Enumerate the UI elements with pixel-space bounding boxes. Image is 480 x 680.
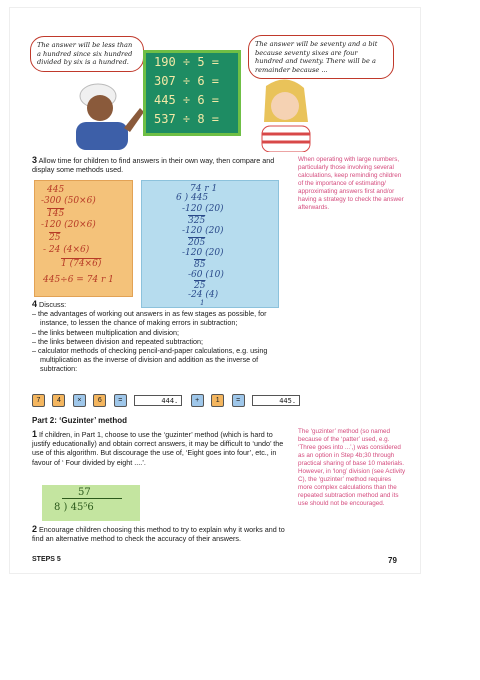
section-3-body: Allow time for children to find answers in their own way, then compare and display some methods used. — [32, 156, 275, 175]
card2-line: -120 (20) — [182, 226, 224, 236]
page — [10, 8, 420, 573]
card2-line: 6 ) 445 — [176, 193, 209, 203]
part-2-p1-number: 1 — [32, 429, 38, 439]
card2-line: 1 — [200, 299, 205, 307]
calc-key: 4 — [52, 394, 65, 407]
calc-key: + — [191, 394, 204, 407]
card2-line: -120 (20) — [182, 248, 224, 258]
boy-illustration — [62, 78, 147, 150]
discuss-item: – calculator methods of checking pencil-and-paper calculations, e.g. using multiplication as the inverse of division and addition as the inverse of subtraction: — [32, 346, 268, 374]
calculator-sequence — [32, 392, 304, 410]
part-2-para-2: 2 Encourage children choosing this method to try to explain why it works and to find an alternative method to check the accuracy of their answers. — [32, 524, 285, 544]
section-4-number: 4 — [32, 299, 38, 309]
calc-key: 1 — [211, 394, 224, 407]
section-3-text — [32, 156, 292, 174]
card1-line: -120 (20×6) — [41, 220, 96, 230]
guzinter-quotient: 57 — [78, 487, 91, 498]
chalkboard — [143, 50, 241, 136]
card1-line: 445 — [47, 185, 65, 195]
calc-display: 444. — [134, 395, 182, 406]
card2-line: -60 (10) — [188, 270, 224, 280]
board-line: 307 ÷ 6 = — [154, 74, 220, 88]
bubble-left-text: The answer will be less than a hundred since six hundred divided by six is a hundred. — [37, 41, 133, 67]
sidenote-guzinter: The ‘guzinter’ method (so named because of the ‘patter’ used, e.g. ‘Three goes into ...’,) was considered as an option in Step 4b;30 through practical sharing of base 10 materials. However, in ‘long’ division (see Activity C), the ‘guzinter’ method requires more complex calculations than the repeated subtraction method and its use should not be encouraged. — [298, 428, 406, 507]
working-card-blue — [141, 180, 279, 308]
card1-line: 25 — [49, 233, 61, 243]
section-3-number: 3 — [32, 155, 38, 165]
section-4 — [32, 300, 294, 374]
calc-key: × — [73, 394, 86, 407]
card1-line: 445÷6 = 74 r 1 — [43, 275, 114, 285]
card2-line: -120 (20) — [182, 204, 224, 214]
calc-key: = — [114, 394, 127, 407]
part-2-p2-number: 2 — [32, 524, 38, 534]
girl-illustration — [246, 76, 321, 152]
card2-line: 325 — [188, 216, 206, 226]
bubble-right-text: The answer will be seventy and a bit because seventy sixes are four hundred and twenty. There will be a remainder because ... — [255, 40, 378, 74]
speech-bubble-right — [248, 35, 394, 79]
page-number: 79 — [388, 556, 397, 565]
card1-line: - 24 (4×6) — [43, 245, 90, 255]
guzinter-dividend: 8 ) 45⁵6 — [54, 502, 94, 513]
speech-bubble-left — [30, 36, 144, 72]
calc-key: = — [232, 394, 245, 407]
sidenote-estimating: When operating with large numbers, particularly those involving several calculations, keep reminding children of the importance of estimating/ approximating answers first and/or having a strategy to check the answer afterwards. — [298, 156, 404, 211]
calc-display: 445. — [252, 395, 300, 406]
card1-line: 145 — [47, 209, 65, 219]
discuss-item: – the advantages of working out answers in as few stages as possible, for instance, to lessen the chance of making errors in subtraction; — [32, 309, 267, 328]
calc-key: 7 — [32, 394, 45, 407]
card2-line: 85 — [194, 260, 206, 270]
part-2-para-1: 1 If children, in Part 1, choose to use the ‘guzinter’ method (which is hard to justify educationally) and obtain correct answers, it may be difficult to ‘undo’ the use of this algorithm. But discourage the use of, ‘Eight goes into four’, etc., in favour of ‘ Four divided by eight ....’. — [32, 429, 284, 467]
calc-key: 6 — [93, 394, 106, 407]
guzinter-bar — [62, 498, 122, 499]
board-line: 190 ÷ 5 = — [154, 55, 220, 69]
card2-line: 205 — [188, 238, 206, 248]
card2-line: -24 (4) — [188, 290, 219, 300]
board-line: 537 ÷ 8 = — [154, 112, 220, 126]
card1-line: -300 (50×6) — [41, 196, 96, 206]
discuss-item: – the links between multiplication and division; — [32, 327, 180, 337]
card1-line: 1 (74×6) — [61, 259, 102, 269]
card2-line: 74 r 1 — [190, 184, 218, 194]
part-2-heading: Part 2: ‘Guzinter’ method — [32, 416, 127, 425]
discuss-item: – the links between division and repeated subtraction; — [32, 336, 204, 346]
guzinter-card — [42, 485, 140, 521]
card2-line: 25 — [194, 281, 206, 291]
footer-left: STEPS 5 — [32, 556, 61, 563]
section-4-title: Discuss: — [39, 300, 67, 309]
working-card-orange — [34, 180, 133, 297]
board-line: 445 ÷ 6 = — [154, 93, 220, 107]
